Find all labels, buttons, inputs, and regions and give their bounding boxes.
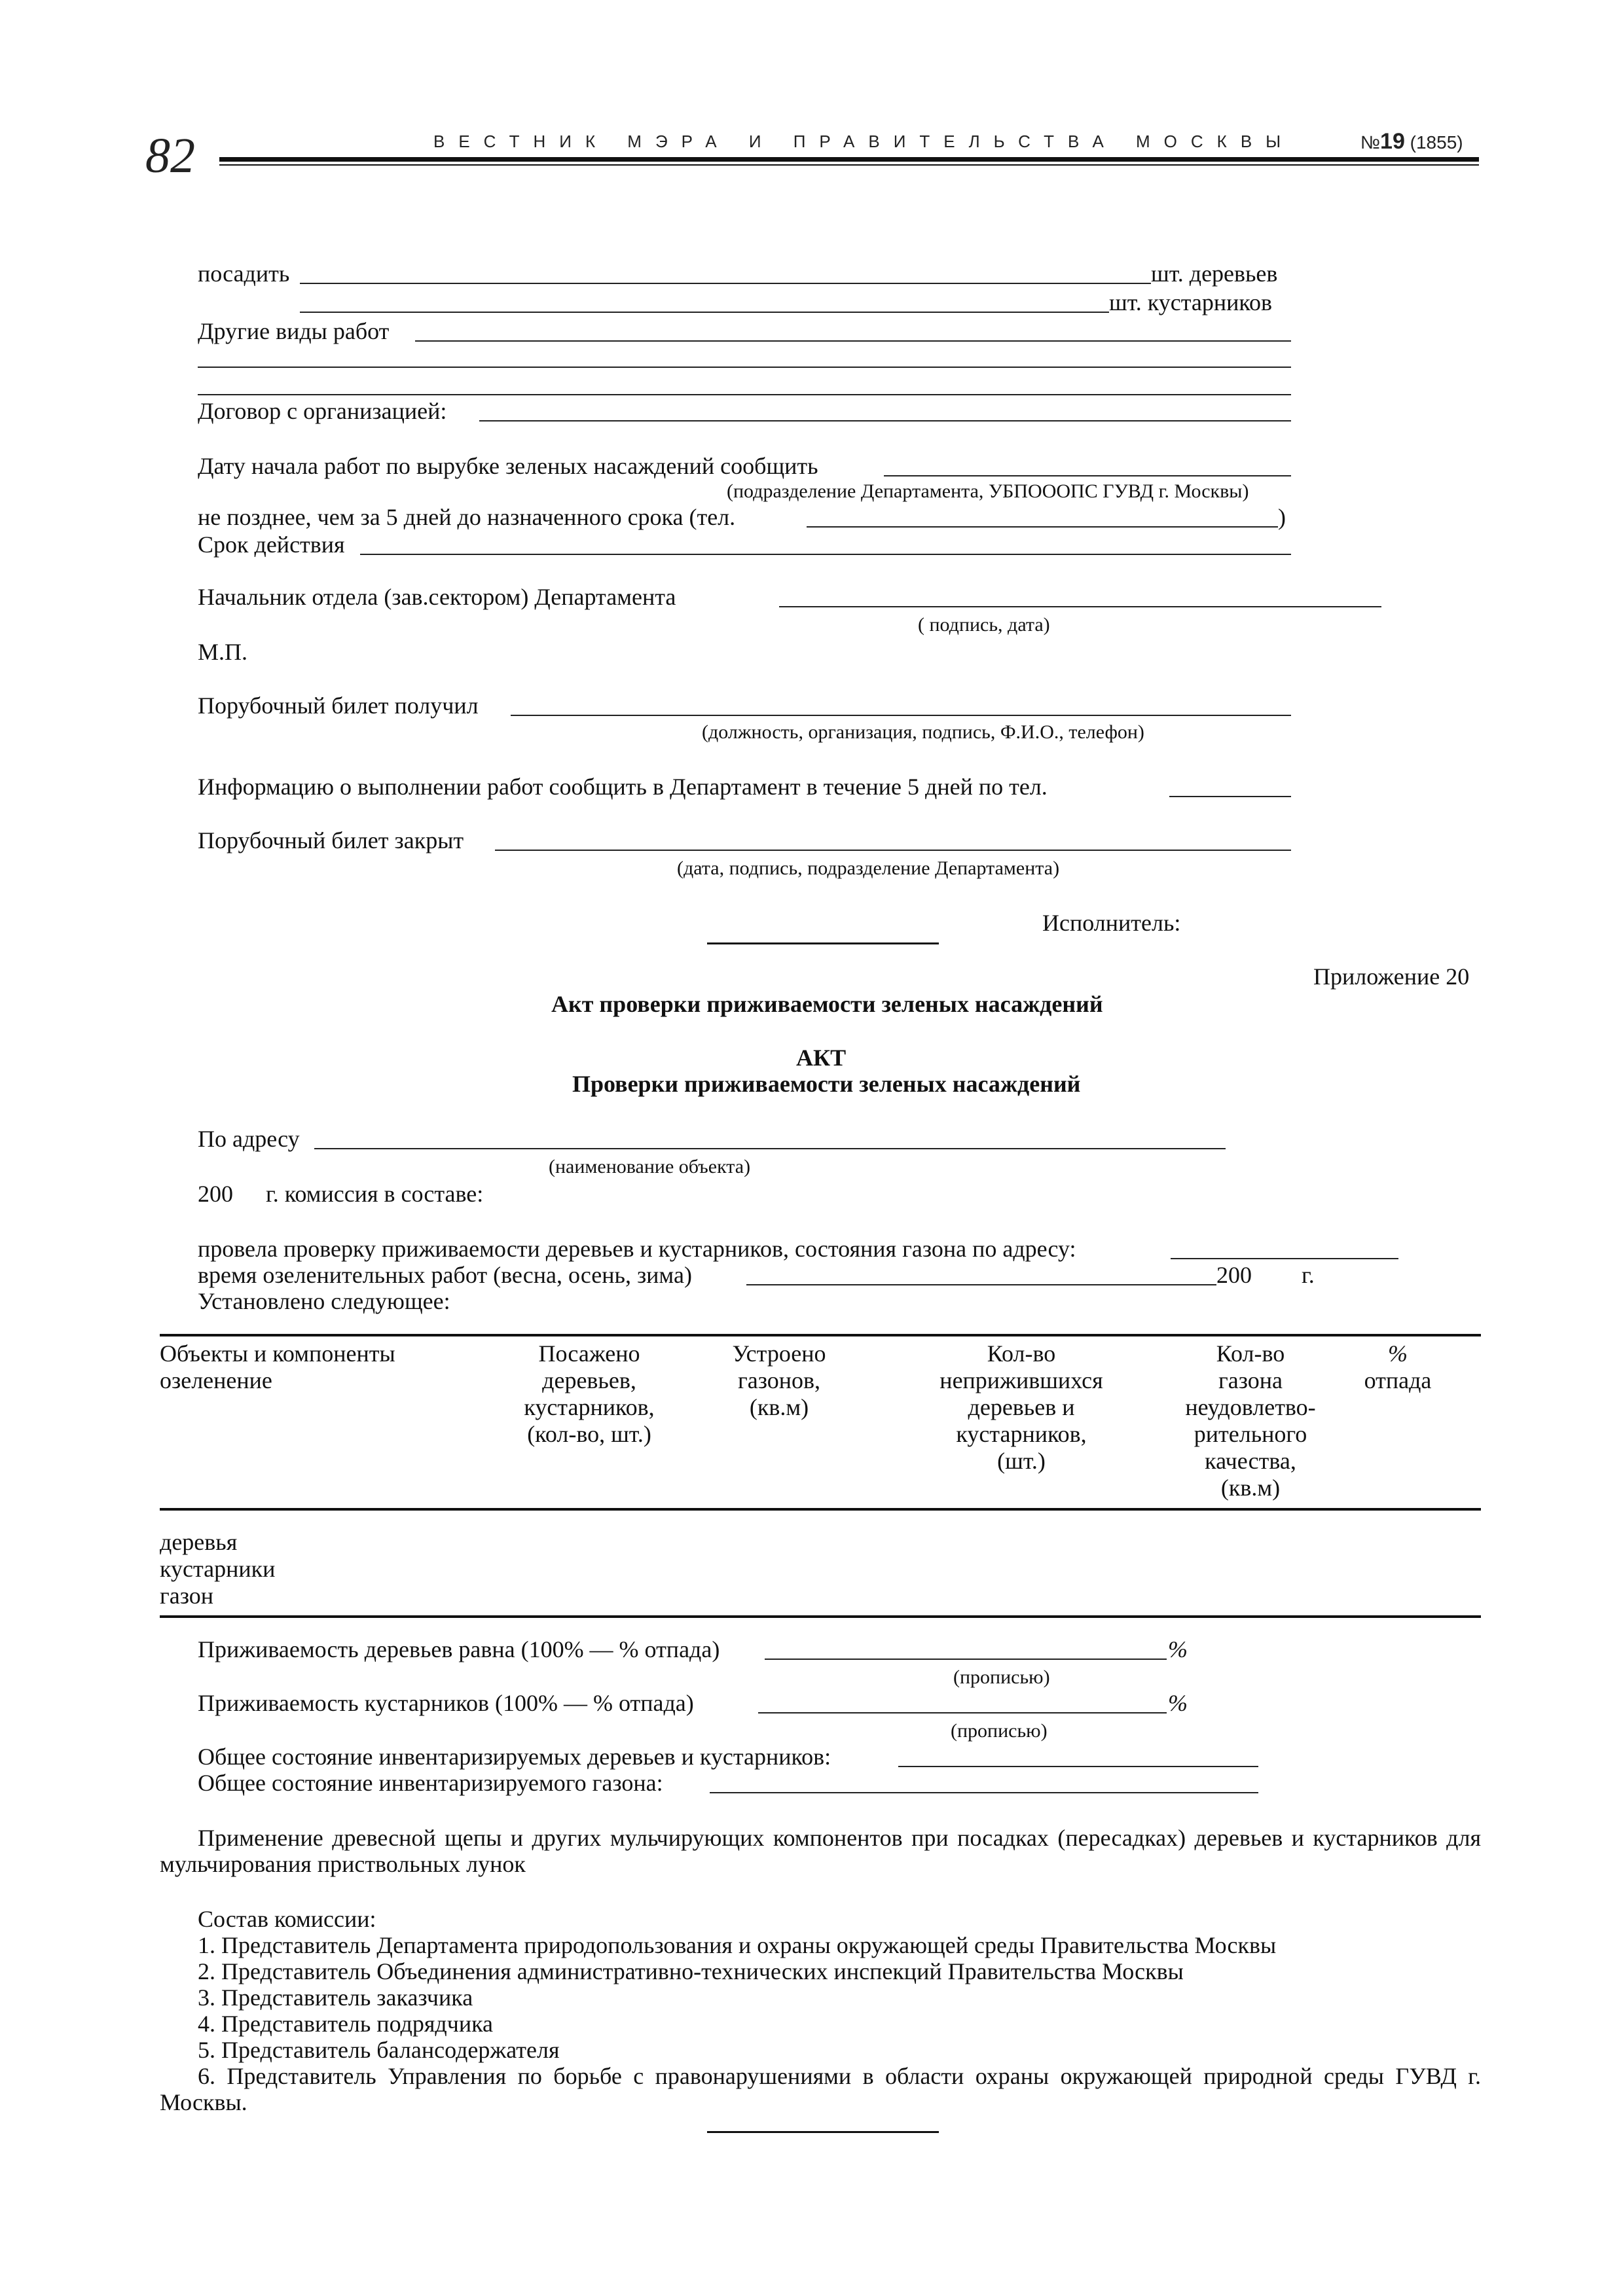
table-bottom-rule: [160, 1615, 1481, 1618]
survival-trees-in-words: (прописью): [953, 1666, 1050, 1688]
mulch-paragraph: [160, 1825, 1481, 1877]
col-header-planted: [458, 1340, 720, 1448]
year-label: 200: [198, 1181, 233, 1207]
survival-shrubs-label: Приживаемость кустарников (100% — % отпада): [198, 1690, 694, 1716]
survival-trees-percent: %: [1168, 1636, 1188, 1662]
start-date-blank: [884, 475, 1291, 476]
commission-member-4: 4. Представитель подрядчика: [198, 2011, 494, 2037]
header-rule-thick: [219, 157, 1479, 162]
mulch-text: Применение древесной щепы и других мульчирующих компонентов при посадках (пересадках) деревьев и кустарников для мульчирования приствольных лунок: [160, 1825, 1481, 1877]
plant-trees-blank: [300, 283, 1151, 284]
header-rule-thin: [219, 164, 1479, 166]
other-works-label: Другие виды работ: [198, 318, 390, 344]
col-header-bad-lawn: [1165, 1340, 1336, 1501]
state-trees-label: Общее состояние инвентаризируемых деревьев и кустарников:: [198, 1744, 831, 1770]
commission-member-6-text: 6. Представитель Управления по борьбе с правонарушениями в области охраны окружающей природной среды ГУВД г. Москвы.: [160, 2063, 1481, 2115]
commission-member-2: 2. Представитель Объединения административно-технических инспекций Правительства Москвы: [198, 1958, 1184, 1984]
state-lawn-blank: [710, 1792, 1258, 1793]
col-header-bad-lawn-line-6: (кв.м): [1220, 1475, 1281, 1501]
trees-unit: шт. деревьев: [1151, 260, 1278, 287]
col-header-planted-line-2: деревьев,: [542, 1367, 636, 1393]
col-header-unrooted: [890, 1340, 1152, 1475]
start-date-notice: Дату начала работ по вырубке зеленых насаждений сообщить: [198, 453, 818, 479]
page-number: 82: [145, 128, 195, 183]
season-year: 200: [1216, 1262, 1252, 1288]
table-row-shrubs: кустарники: [160, 1556, 276, 1582]
separator-line-2: [707, 2131, 939, 2133]
received-hint: (должность, организация, подпись, Ф.И.О., телефон): [702, 721, 1144, 743]
col-header-objects: [160, 1340, 467, 1394]
act-heading: АКТ: [796, 1045, 847, 1071]
check-address-blank: [1171, 1258, 1398, 1259]
other-works-blank-1: [415, 340, 1291, 342]
issue-total: (1855): [1410, 132, 1463, 152]
commission-member-5: 5. Представитель балансодержателя: [198, 2037, 560, 2063]
col-header-objects-line-1: Объекты и компоненты: [160, 1340, 395, 1367]
col-header-planted-line-1: Посажено: [538, 1340, 640, 1367]
col-header-lawns-line-3: (кв.м): [749, 1394, 809, 1420]
col-header-unrooted-line-1: Кол-во: [987, 1340, 1056, 1367]
other-works-blank-3: [198, 394, 1291, 395]
col-header-lawns-line-2: газонов,: [737, 1367, 821, 1393]
contract-blank: [479, 420, 1291, 422]
stamp-label: М.П.: [198, 639, 248, 665]
address-label: По адресу: [198, 1126, 300, 1152]
season-blank: [746, 1284, 1216, 1285]
other-works-blank-2: [198, 367, 1291, 368]
state-trees-blank: [898, 1766, 1258, 1767]
table-row-lawn: газон: [160, 1583, 214, 1609]
commission-member-1: 1. Представитель Департамента природопользования и охраны окружающей среды Правительства Москвы: [198, 1932, 1277, 1958]
table-top-rule: [160, 1334, 1481, 1336]
survival-trees-blank: [765, 1659, 1167, 1660]
ticket-closed-label: Порубочный билет закрыт: [198, 827, 464, 853]
shrubs-unit: шт. кустарников: [1109, 289, 1273, 315]
survival-shrubs-in-words: (прописью): [951, 1720, 1048, 1742]
signature-hint: ( подпись, дата): [918, 614, 1050, 636]
col-header-unrooted-line-2: неприжившихся: [939, 1367, 1103, 1393]
col-header-lawns: [694, 1340, 864, 1421]
table-header-rule: [160, 1508, 1481, 1511]
survival-shrubs-blank: [758, 1712, 1167, 1713]
col-header-unrooted-line-5: (шт.): [997, 1448, 1046, 1474]
col-header-unrooted-line-4: кустарников,: [956, 1421, 1087, 1447]
validity-blank: [360, 554, 1291, 555]
journal-title: ВЕСТНИК МЭРА И ПРАВИТЕЛЬСТВА МОСКВЫ: [433, 132, 1295, 151]
table-row-trees: деревья: [160, 1529, 238, 1555]
issue-number: [1360, 131, 1463, 153]
col-header-unrooted-line-3: деревьев и: [968, 1394, 1075, 1420]
plant-label: посадить: [198, 260, 290, 287]
commission-member-3: 3. Представитель заказчика: [198, 1984, 473, 2011]
ticket-received-blank: [511, 715, 1291, 716]
col-header-lawns-line-1: Устроено: [732, 1340, 826, 1367]
head-signature-blank: [779, 606, 1381, 607]
no-later-label: не позднее, чем за 5 дней до назначенного срока (тел.: [198, 504, 736, 530]
survival-trees-label: Приживаемость деревьев равна (100% — % отпада): [198, 1636, 720, 1662]
col-header-loss-percent-line-2: отпада: [1364, 1367, 1432, 1393]
head-of-dept-label: Начальник отдела (зав.сектором) Департамента: [198, 584, 676, 610]
col-header-bad-lawn-line-3: неудовлетво-: [1185, 1394, 1316, 1420]
act-subheading: Проверки приживаемости зеленых насаждений: [572, 1071, 1081, 1097]
col-header-bad-lawn-line-1: Кол-во: [1216, 1340, 1285, 1367]
executor-label: Исполнитель:: [1042, 910, 1181, 936]
col-header-bad-lawn-line-5: качества,: [1205, 1448, 1296, 1474]
issue-number-value: 19: [1380, 129, 1405, 154]
info-report-blank: [1169, 796, 1291, 797]
address-blank: [314, 1148, 1226, 1149]
appendix-label: Приложение 20: [1313, 963, 1470, 990]
separator-line-1: [707, 942, 939, 944]
contract-label: Договор с организацией:: [198, 398, 447, 424]
col-header-bad-lawn-line-2: газона: [1218, 1367, 1283, 1393]
check-line: провела проверку приживаемости деревьев и кустарников, состояния газона по адресу:: [198, 1236, 1076, 1262]
col-header-loss-percent-line-1: %: [1388, 1340, 1408, 1367]
object-hint: (наименование объекта): [549, 1156, 751, 1177]
state-lawn-label: Общее состояние инвентаризируемого газона:: [198, 1770, 663, 1796]
commission-label: г. комиссия в составе:: [266, 1181, 484, 1207]
ticket-received-label: Порубочный билет получил: [198, 692, 479, 719]
issue-prefix: №: [1360, 132, 1381, 152]
col-header-planted-line-3: кустарников,: [524, 1394, 655, 1420]
established-label: Установлено следующее:: [198, 1288, 450, 1314]
dept-hint: (подразделение Департамента, УБПОООПС ГУВД г. Москвы): [727, 480, 1249, 502]
ticket-closed-blank: [495, 850, 1291, 851]
col-header-loss-percent: [1349, 1340, 1447, 1394]
no-later-close: ): [1278, 504, 1286, 530]
season-line: время озеленительных работ (весна, осень, зима): [198, 1262, 692, 1288]
closed-hint: (дата, подпись, подразделение Департамента): [677, 857, 1060, 879]
season-g: г.: [1302, 1262, 1315, 1288]
col-header-bad-lawn-line-4: рительного: [1194, 1421, 1307, 1447]
plant-shrubs-blank: [300, 312, 1109, 313]
survival-shrubs-percent: %: [1168, 1690, 1188, 1716]
validity-label: Срок действия: [198, 531, 345, 558]
info-report-label: Информацию о выполнении работ сообщить в Департамент в течение 5 дней по тел.: [198, 774, 1048, 800]
col-header-planted-line-4: (кол-во, шт.): [527, 1421, 651, 1447]
col-header-objects-line-2: озеленение: [160, 1367, 272, 1393]
commission-title: Состав комиссии:: [198, 1906, 376, 1932]
appendix-title: Акт проверки приживаемости зеленых насаждений: [551, 991, 1103, 1017]
commission-member-6: [160, 2063, 1481, 2115]
phone-blank: [807, 526, 1278, 528]
